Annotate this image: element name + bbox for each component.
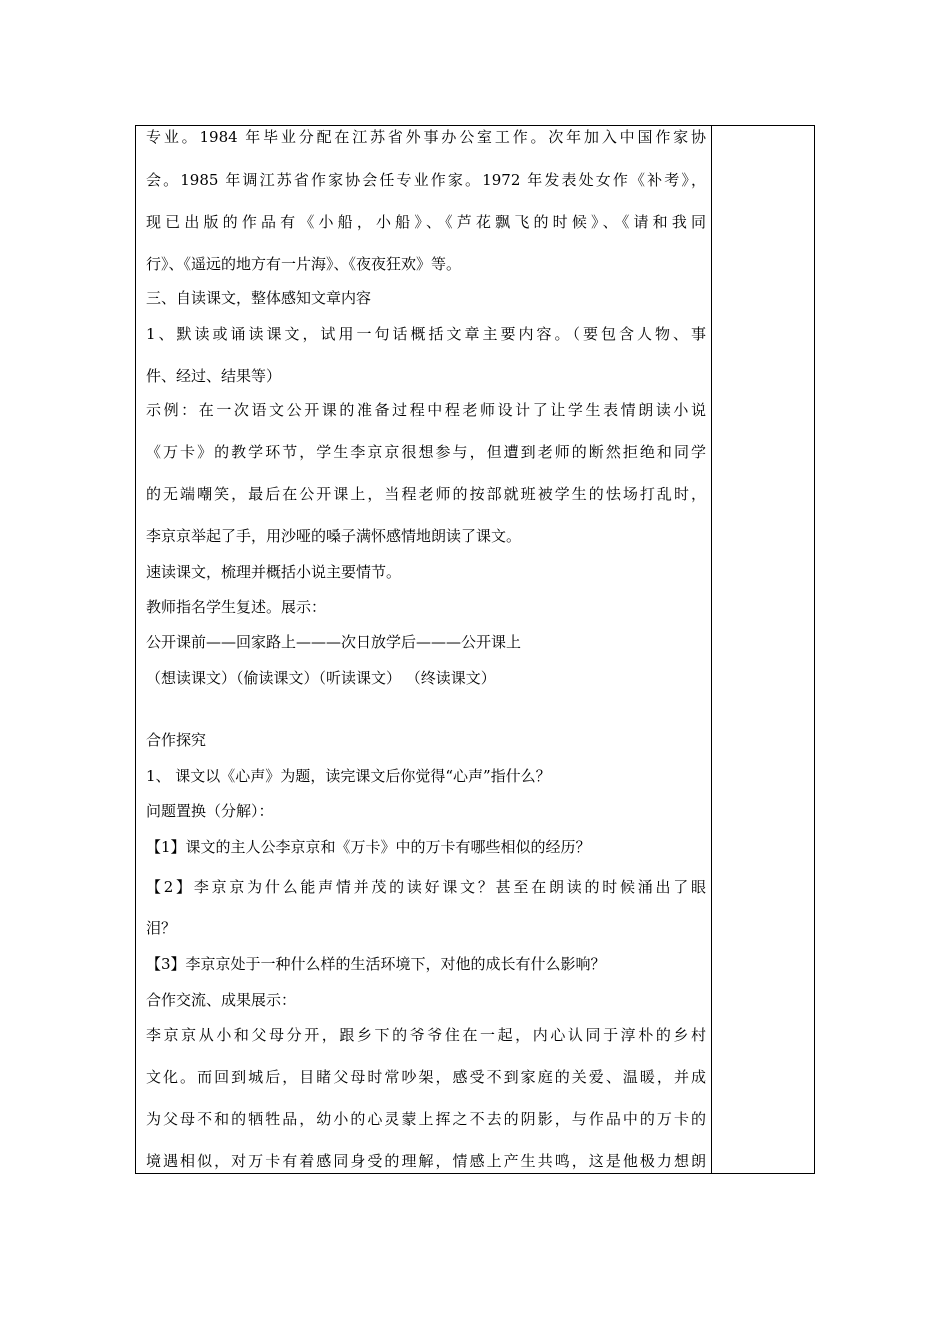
text-line: 1、 课文以《心声》为题，读完课文后你觉得“心声”指什么？ — [146, 767, 551, 785]
text-line: 文化。而回到城后，目睹父母时常吵架，感受不到家庭的关爱、温暖，并成 — [146, 1068, 706, 1086]
text-line: 为父母不和的牺牲品，幼小的心灵蒙上挥之不去的阴影，与作品中的万卡的 — [146, 1110, 706, 1128]
text-line: 《万卡》的教学环节，学生李京京很想参与，但遭到老师的断然拒绝和同学 — [146, 443, 706, 461]
text-line: 速读课文，梳理并概括小说主要情节。 — [146, 563, 402, 581]
text-line: 李京京从小和父母分开，跟乡下的爷爷住在一起，内心认同于淳朴的乡村 — [146, 1026, 706, 1044]
text-line: 境遇相似，对万卡有着感同身受的理解，情感上产生共鸣，这是他极力想朗 — [146, 1152, 706, 1170]
text-line: 会。1985 年调江苏省作家协会任专业作家。1972 年发表处女作《补考》， — [146, 171, 706, 189]
text-line: 件、经过、结果等） — [146, 367, 282, 385]
text-line: 公开课前——回家路上———次日放学后———公开课上 — [146, 633, 522, 651]
text-line: 【2】李京京为什么能声情并茂的读好课文？甚至在朗读的时候涌出了眼 — [146, 878, 706, 896]
table-column-divider — [711, 125, 712, 1174]
text-line: 1、默读或诵读课文，试用一句话概括文章主要内容。（要包含人物、事 — [146, 325, 706, 343]
text-line: 问题置换（分解）： — [146, 802, 274, 820]
text-line: 【3】李京京处于一种什么样的生活环境下，对他的成长有什么影响？ — [146, 955, 606, 973]
text-line: 的无端嘲笑，最后在公开课上，当程老师的按部就班被学生的怯场打乱时， — [146, 485, 706, 503]
text-line: 教师指名学生复述。展示： — [146, 598, 327, 616]
section-heading: 合作探究 — [146, 731, 207, 749]
text-line: 现已出版的作品有《小船，小船》、《芦花飘飞的时候》、《请和我同 — [146, 213, 706, 231]
section-heading: 三、自读课文，整体感知文章内容 — [146, 289, 372, 307]
text-line: 示例：在一次语文公开课的准备过程中程老师设计了让学生表情朗读小说 — [146, 401, 706, 419]
text-line: 泪？ — [146, 919, 177, 937]
text-line: 李京京举起了手，用沙哑的嗓子满怀感情地朗读了课文。 — [146, 527, 522, 545]
text-line: （想读课文）（偷读课文）（听读课文） （终读课文） — [146, 669, 496, 687]
text-line: 行》、《遥远的地方有一片海》、《夜夜狂欢》等。 — [146, 255, 462, 273]
text-line: 专业。1984 年毕业分配在江苏省外事办公室工作。次年加入中国作家协 — [146, 128, 706, 146]
text-line: 合作交流、成果展示： — [146, 991, 297, 1009]
text-line: 【1】课文的主人公李京京和《万卡》中的万卡有哪些相似的经历？ — [146, 838, 591, 856]
